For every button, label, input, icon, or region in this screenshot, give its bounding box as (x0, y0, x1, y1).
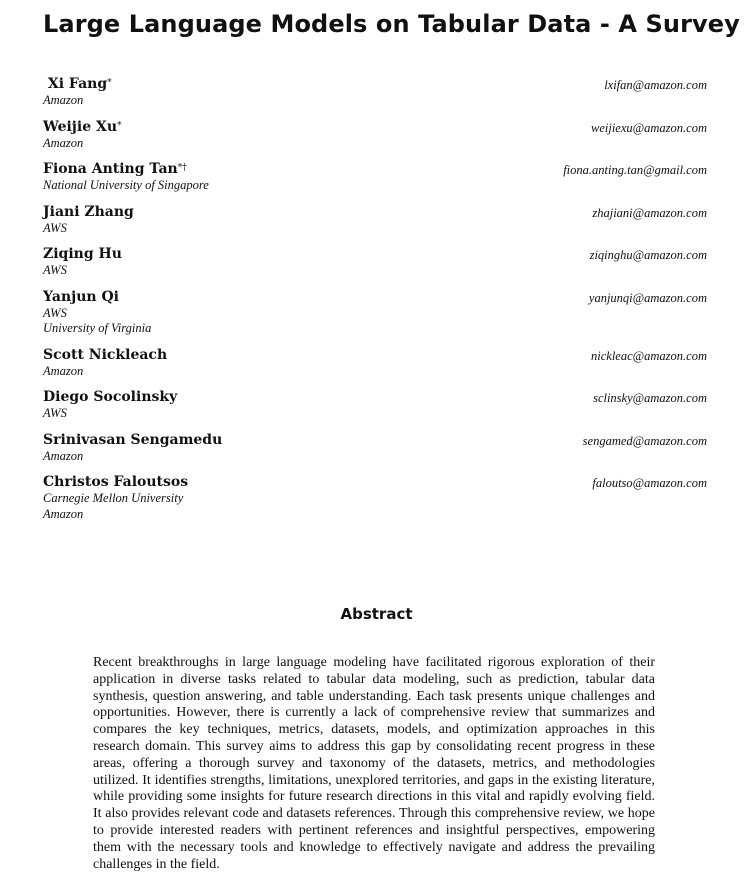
author-affiliation: Amazon (43, 93, 84, 107)
author-name: Yanjun Qi (43, 288, 119, 305)
author-email: lxifan@amazon.com (604, 78, 707, 92)
author-block (43, 76, 707, 109)
author-affiliation: Amazon (43, 135, 84, 150)
author-email: faloutso@amazon.com (592, 476, 707, 490)
author-email: sclinsky@amazon.com (593, 391, 707, 405)
author-name: Diego Socolinsky (43, 389, 178, 405)
author-email: ziqinghu@amazon.com (589, 248, 707, 262)
author-name: Xi Fang* (47, 76, 112, 92)
author-list (43, 76, 707, 532)
author-email: sengamed@amazon.com (582, 433, 707, 448)
author-name: Scott Nickleach (43, 346, 168, 363)
author-email: nickleac@amazon.com (591, 348, 707, 363)
abstract-heading: Abstract (340, 605, 413, 623)
abstract-text: Recent breakthroughs in large language modeling have facilitated rigorous exploration of their application in diverse tasks related to tabular data modeling, such as prediction, tabular data synthesis, question answering, and table understanding. Each task presents unique challenges and opportunities. However, there is currently a lack of comprehensive review that summarizes and compares the key techniques, metrics, datasets, models, and optimization approaches in this research domain. This survey aims to address this gap by consolidating recent progress in these areas, offering a thorough survey and taxonomy of the datasets, metrics, and methodologies utilized. It identifies strengths, limitations, unexplored territories, and gaps in the existing literature, while providing some insights for future research directions in this vital and rapidly evolving field. It also provides relevant code and datasets references. Through this comprehensive review, we hope to provide interested readers with pertinent references and insightful perspectives, empowering them with the necessary tools and knowledge to effectively navigate and address the prevailing challenges in the field. (93, 655, 655, 872)
author-footnote-mark: *† (177, 163, 187, 173)
author-name: Fiona Anting Tan*† (43, 161, 187, 177)
author-name: Jiani Zhang (43, 203, 134, 220)
author-email: yanjunqi@amazon.com (588, 290, 707, 305)
author-block (43, 246, 707, 279)
author-block (43, 389, 707, 422)
author-affiliation: Amazon (43, 363, 84, 378)
author-block (43, 161, 707, 194)
author-affiliation: AWS (43, 263, 67, 277)
author-affiliation: AWS (43, 305, 67, 320)
author-affiliation: AWS (43, 406, 67, 420)
author-block (43, 119, 707, 152)
author-name: Srinivasan Sengamedu (43, 431, 223, 448)
author-block (43, 289, 707, 337)
author-affiliation: AWS (43, 220, 67, 235)
author-block (43, 432, 707, 465)
author-name: Ziqing Hu (43, 246, 122, 262)
paper-title: Large Language Models on Tabular Data - A Survey (43, 10, 740, 38)
author-footnote-mark: * (117, 120, 122, 131)
author-block (43, 347, 707, 380)
author-affiliation: National University of Singapore (43, 178, 209, 192)
author-email: zhajiani@amazon.com (592, 205, 707, 220)
author-email: weijiexu@amazon.com (591, 120, 707, 135)
author-name: Christos Faloutsos (43, 474, 189, 490)
author-footnote-mark: * (107, 78, 112, 88)
author-affiliation: Amazon (43, 448, 84, 463)
author-affiliation: University of Virginia (43, 321, 152, 335)
author-name: Weijie Xu* (43, 118, 122, 135)
author-block (43, 204, 707, 237)
author-affiliation: Amazon (43, 506, 84, 521)
author-email: fiona.anting.tan@gmail.com (563, 163, 707, 177)
author-block (43, 474, 707, 522)
author-affiliation: Carnegie Mellon University (43, 491, 184, 505)
